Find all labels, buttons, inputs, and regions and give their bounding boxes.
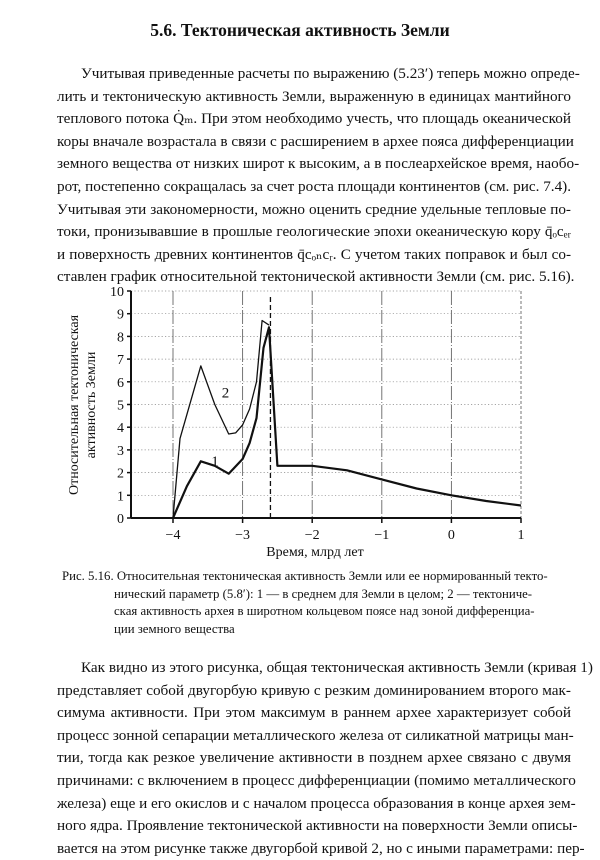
x-tick-label: −4 bbox=[165, 528, 181, 543]
curve-1 bbox=[173, 327, 521, 518]
x-tick-label: −1 bbox=[374, 528, 390, 543]
text-line: коры вначале возрастала в связи с расширением в архее пояса дифференциации bbox=[57, 132, 574, 150]
y-tick-label: 4 bbox=[117, 421, 124, 437]
x-tick-label: −3 bbox=[235, 528, 251, 543]
y-tick-label: 10 bbox=[110, 285, 124, 300]
caption-line: Рис. 5.16. Относительная тектоническая активность Земли или ее нормированный текто- bbox=[62, 569, 548, 583]
text-line: земного вещества от низких широт к высоким, а в послеархейское время, наобо- bbox=[57, 155, 580, 173]
y-axis-label: Относительная тектоническая bbox=[67, 314, 82, 496]
paragraph-intro bbox=[57, 63, 580, 289]
y-tick-label: 5 bbox=[117, 398, 124, 414]
x-tick-label: 1 bbox=[517, 528, 525, 543]
caption-line: ции земного вещества bbox=[114, 621, 235, 636]
text-line: тии, тогда как резкое увеличение активности в позднем архее связано с двумя bbox=[57, 749, 571, 767]
text-line: токи, пронизывавшие в прошлые геологические эпохи океаническую кору q̄ₒcₑᵣ bbox=[57, 223, 571, 241]
text-line: ставлен график относительной тектонической активности Земли (см. рис. 5.16). bbox=[57, 268, 575, 286]
section-title: 5.6. Тектоническая активность Земли bbox=[150, 20, 450, 40]
x-tick-label: −2 bbox=[304, 528, 320, 543]
curve-label-1: 1 bbox=[211, 453, 219, 470]
y-axis-label: активность Земли bbox=[84, 351, 99, 459]
figure-caption bbox=[62, 568, 562, 638]
y-tick-label: 0 bbox=[117, 512, 124, 527]
y-tick-label: 7 bbox=[117, 353, 124, 369]
y-tick-label: 9 bbox=[117, 307, 124, 323]
text-line: симума активности. При этом максимум в раннем архее характеризует собой bbox=[57, 704, 571, 722]
text-line: железа) еще и его окислов и с началом процесса образования в конце архея зем- bbox=[57, 794, 576, 812]
chart-axes bbox=[110, 285, 525, 543]
chart-labels bbox=[67, 314, 364, 560]
text-line: процесс зонной сепарации металлического железа от силикатной матрицы ман- bbox=[57, 726, 574, 744]
text-line: вается на этом рисунке также двугорбой кривой 2, но с иными параметрами: пер- bbox=[57, 839, 585, 857]
y-tick-label: 1 bbox=[117, 489, 124, 505]
text-line: рот, постепенно сокращалась за счет роста площади континентов (см. рис. 7.4). bbox=[57, 177, 572, 195]
paragraph-discussion bbox=[57, 657, 593, 860]
caption-line: нический параметр (5.8′): 1 — в среднем для Земли в целом; 2 — тектониче- bbox=[114, 586, 533, 601]
text-line: причинами: с включением в процесс дифференциации (помимо металлического bbox=[57, 771, 576, 789]
text-line: Как видно из этого рисунка, общая тектоническая активность Земли (кривая 1) bbox=[81, 659, 593, 676]
text-line: ного ядра. Проявление тектонической активности на поверхности Земли описы- bbox=[57, 817, 578, 835]
curve-label-2: 2 bbox=[221, 385, 230, 402]
x-tick-label: 0 bbox=[447, 528, 455, 543]
y-tick-label: 8 bbox=[117, 330, 124, 346]
text-line: лить и тектоническую активность Земли, выраженную в единицах мантийного bbox=[57, 87, 571, 105]
x-axis-label: Время, млрд лет bbox=[266, 545, 364, 560]
text-line: Учитывая приведенные расчеты по выражению (5.23′) теперь можно опреде- bbox=[81, 65, 580, 82]
text-line: Учитывая эти закономерности, можно оценить средние удельные тепловые по- bbox=[57, 200, 571, 218]
figure-5-16-chart bbox=[0, 280, 600, 570]
line-chart bbox=[0, 280, 600, 570]
y-tick-label: 3 bbox=[117, 443, 124, 459]
y-tick-label: 6 bbox=[117, 375, 124, 391]
text-line: и поверхность древних континентов q̄cₒₙcᵣ. С учетом таких поправок и был со- bbox=[57, 245, 571, 263]
text-line: теплового потока Q̇ₘ. При этом необходимо учесть, что площадь океанической bbox=[57, 110, 571, 128]
text-line: представляет собой двугорбую кривую с резким доминированием второго мак- bbox=[57, 681, 571, 699]
caption-line: ская активность архея в широтном кольцевом поясе над зоной дифференциа- bbox=[114, 604, 535, 618]
chart-series bbox=[173, 321, 521, 519]
curve-2 bbox=[173, 321, 269, 519]
y-tick-label: 2 bbox=[117, 466, 124, 482]
